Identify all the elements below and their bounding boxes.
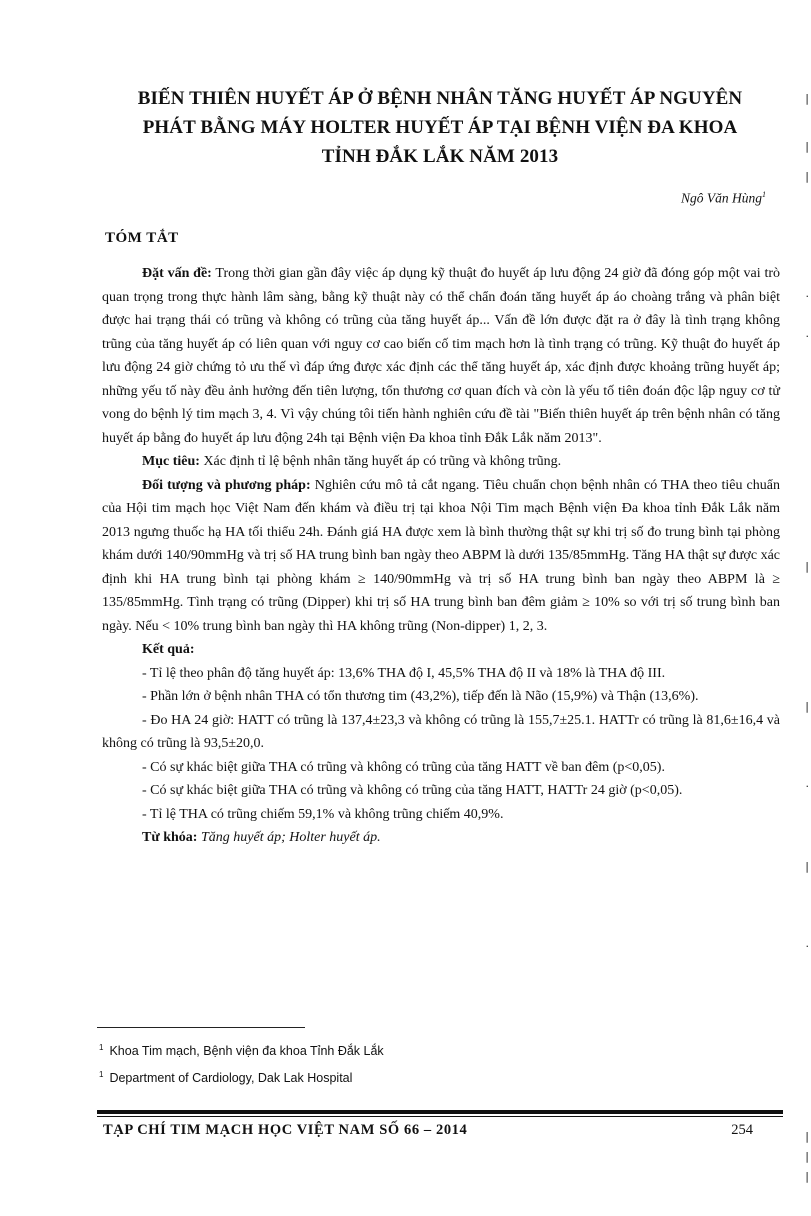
article-title <box>105 84 775 171</box>
result-item: - Phần lớn ở bệnh nhân THA có tổn thương tim (43,2%), tiếp đến là Não (15,9%) và Thận (13,6%). <box>142 689 699 704</box>
intro-paragraph <box>102 262 780 450</box>
author-name <box>681 190 766 207</box>
result-item: - Có sự khác biệt giữa THA có trũng và không có trũng của tăng HATT, HATTr 24 giờ (p<0,05). <box>142 783 683 798</box>
title-line-2: PHÁT BẰNG MÁY HOLTER HUYẾT ÁP TẠI BỆNH VIỆN ĐA KHOA <box>142 117 738 138</box>
footnote-divider <box>97 1027 305 1028</box>
summary-heading: TÓM TẮT <box>105 230 179 246</box>
results-heading-text: Kết quả: <box>142 642 195 657</box>
footnotes <box>99 1036 384 1090</box>
abstract-body <box>102 262 780 850</box>
results-heading <box>102 638 780 662</box>
result-item: - Có sự khác biệt giữa THA có trũng và không có trũng của tăng HATT về ban đêm (p<0,05). <box>142 759 665 775</box>
author-text: Ngô Văn Hùng <box>681 190 762 206</box>
footnote-mark: 1 <box>99 1070 104 1079</box>
methods-label: Đối tượng và phương pháp: <box>142 477 311 493</box>
page-number: 254 <box>731 1122 753 1138</box>
footer-divider-thin <box>97 1116 783 1117</box>
objective-text: Xác định tỉ lệ bệnh nhân tăng huyết áp có trũng và không trũng. <box>199 454 562 469</box>
methods-text: Nghiên cứu mô tả cắt ngang. Tiêu chuẩn chọn bệnh nhân có THA theo tiêu chuẩn của Hội tim mạch học Việt Nam đến khám và điều trị tại khoa Nội Tim mạch Bệnh viện Đa khoa tỉnh Đắk Lắk năm 2013 ngưng thuốc hạ HA tối thiểu 24h. Đánh giá HA được xem là bình thường thật sự khi trị số đo trung bình tại phòng khám dưới 140/90mmHg và trị số HA trung bình ban ngày theo ABPM là dưới 135/85mmHg. Tăng HA thật sự được xác định khi HA trung bình tại phòng khám ≥ 140/90mmHg và trị số HA trung bình ban ngày theo ABPM là ≥ 135/85mmHg. Tình trạng có trũng (Dipper) khi trị số HA trung bình ban đêm giảm ≥ 10% so với trị số trung bình ban ngày. Nếu < 10% trung bình ban ngày thì HA không trũng (Non-dipper) 1, 2, 3. <box>102 477 780 634</box>
result-item: - Đo HA 24 giờ: HATT có trũng là 137,4±23,3 và không có trũng là 155,7±25.1. HATTr có trũng là 81,6±16,4 và không có trũng là 93,5±20,0. <box>102 712 780 751</box>
footnote-item <box>99 1063 384 1090</box>
footnote-mark: 1 <box>99 1043 104 1052</box>
author-affiliation-mark: 1 <box>762 190 766 199</box>
objective-label: Mục tiêu: <box>142 454 200 469</box>
objective-paragraph <box>102 450 780 474</box>
footer-divider-thick <box>97 1110 783 1114</box>
footnote-text: Khoa Tim mạch, Bệnh viện đa khoa Tỉnh Đắk Lắk <box>109 1044 384 1058</box>
footnote-text: Department of Cardiology, Dak Lak Hospital <box>109 1071 353 1085</box>
result-item: - Tỉ lệ theo phân độ tăng huyết áp: 13,6% THA độ I, 45,5% THA độ II và 18% là THA độ III. <box>142 665 666 681</box>
footnote-item <box>99 1036 384 1063</box>
keywords-text: Tăng huyết áp; Holter huyết áp. <box>200 830 381 845</box>
keywords-label: Từ khóa: <box>142 830 198 845</box>
intro-label: Đặt vấn đề: <box>142 266 212 281</box>
methods-paragraph <box>102 474 780 639</box>
title-line-3: TỈNH ĐẮK LẮK NĂM 2013 <box>321 146 559 167</box>
scan-edge-marks: | | | · · | | · | · | | | <box>805 92 809 1183</box>
title-line-1: BIẾN THIÊN HUYẾT ÁP Ở BỆNH NHÂN TĂNG HUYẾT ÁP NGUYÊN <box>137 88 743 109</box>
result-item: - Tỉ lệ THA có trũng chiếm 59,1% và không trũng chiếm 40,9%. <box>142 806 504 822</box>
keywords-paragraph <box>102 826 780 850</box>
journal-name: TẠP CHÍ TIM MẠCH HỌC VIỆT NAM SỐ 66 – 2014 <box>103 1122 468 1138</box>
intro-text: Trong thời gian gần đây việc áp dụng kỹ thuật đo huyết áp lưu động 24 giờ đã đóng góp một vai trò quan trọng trong thực hành lâm sàng, bằng kỹ thuật này có thể chẩn đoán tăng huyết áp áo choàng trắng và phân biệt được hai trạng thái có trũng và không có trũng của tăng huyết áp... Vấn đề lớn được đặt ra ở đây là tình trạng không trũng của tăng huyết áp có liên quan với nguy cơ cao biến cố tim mạch hơn là tình trạng có trũng. Kỹ thuật đo huyết áp lưu động 24 giờ chứng tỏ ưu thế vì đáp ứng được xác định các thể tăng huyết áp, xác định được khoảng trũng huyết áp; những yếu tố này đều ảnh hưởng đến tiên lượng, tổn thương cơ quan đích và còn là yếu tố tiên đoán độc lập nguy cơ tử vong do bệnh lý tim mạch 3, 4. Vì vậy chúng tôi tiến hành nghiên cứu đề tài "Biến thiên huyết áp trên bệnh nhân có tăng huyết áp bằng đo huyết áp lưu động 24h tại Bệnh viện Đa khoa tỉnh Đắk Lắk năm 2013". <box>102 266 780 446</box>
